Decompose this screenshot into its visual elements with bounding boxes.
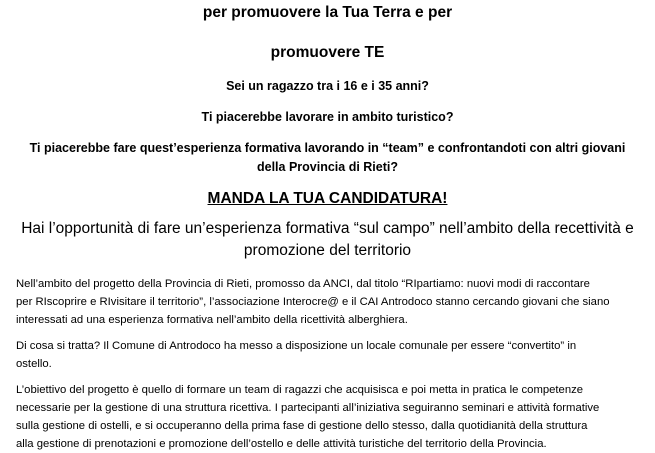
paragraph-line: per RIscoprire e RIvisitare il territorio”, l’associazione Interocre@ e il CAI Antrodoco stanno cercando giovani che siano <box>16 296 610 308</box>
subtitle <box>12 218 643 262</box>
heading-line-2: promuovere TE <box>270 44 385 61</box>
paragraph-line: Nell’ambito del progetto della Provincia di Rieti, promosso da ANCI, dal titolo “RIpartiamo: nuovi modi di raccontare <box>16 278 590 290</box>
subtitle-line-2: promozione del territorio <box>243 242 412 259</box>
question-age: Sei un ragazzo tra i 16 e i 35 anni? <box>226 79 429 93</box>
paragraph-project <box>16 275 640 329</box>
paragraph-line: sulla gestione di ostelli, e si occuperanno della prima fase di gestione dello stesso, dalla quotidianità della struttura <box>16 420 588 432</box>
paragraph-objective <box>16 381 640 453</box>
paragraph-line: L’obiettivo del progetto è quello di formare un team di ragazzi che acquisisca e poi metta in pratica le competenze <box>16 384 584 396</box>
subtitle-line-1: Hai l’opportunità di fare un’esperienza formativa “sul campo” nell’ambito della recettività e <box>21 220 634 237</box>
paragraph-what-is-it <box>16 337 640 373</box>
heading-line-1: per promuovere la Tua Terra e per <box>202 4 453 21</box>
paragraph-line: alla gestione di prenotazioni e promozione dell’ostello e delle attività turistiche del territorio della Provincia. <box>16 438 547 450</box>
paragraph-line: interessati ad una esperienza formativa nell’ambito della ricettività alberghiera. <box>16 314 408 326</box>
paragraph-line: Di cosa si tratta? Il Comune di Antrodoco ha messo a disposizione un locale comunale per essere “convertito” in <box>16 340 577 352</box>
paragraph-line: necessarie per la gestione di una struttura ricettiva. I partecipanti all’iniziativa seguiranno seminari e attività formative <box>16 402 600 414</box>
paragraph-line: ostello. <box>16 358 52 370</box>
apply-callout: MANDA LA TUA CANDIDATURA! <box>207 190 448 207</box>
question-team-line-1: Ti piacerebbe fare quest’esperienza formativa lavorando in “team” e confrontandoti con altri giovani <box>29 141 626 155</box>
question-team-line-2: della Provincia di Rieti? <box>256 160 398 174</box>
question-tourism: Ti piacerebbe lavorare in ambito turistico? <box>201 110 454 124</box>
